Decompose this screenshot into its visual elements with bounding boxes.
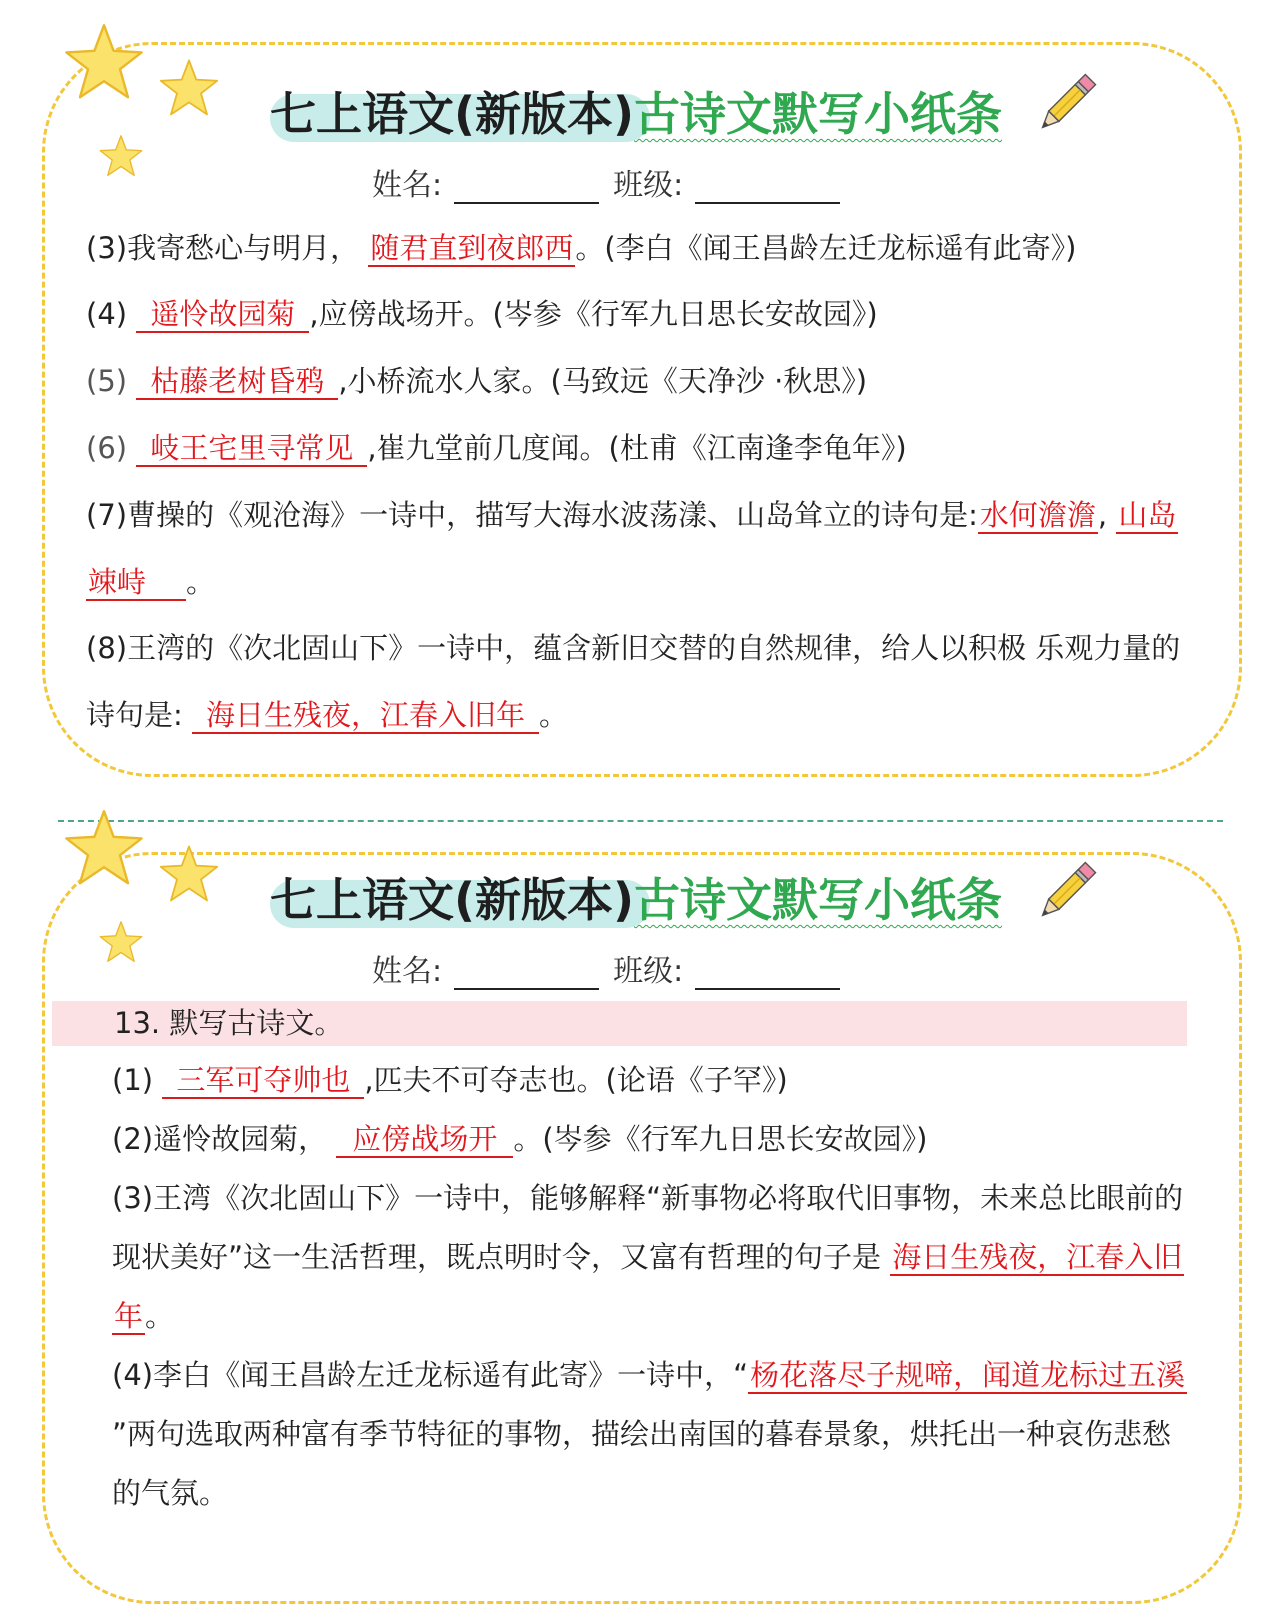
section-divider — [58, 820, 1223, 822]
question-line — [112, 1060, 788, 1100]
question-line — [86, 294, 878, 334]
question-line — [112, 1355, 1187, 1395]
question-text: , — [1097, 498, 1108, 532]
question-line — [86, 361, 867, 401]
question-text: ,应傍战场开。(岑参《行军九日思长安故园》) — [309, 297, 878, 331]
question-text: (8)王湾的《次北固山下》一诗中，蕴含新旧交替的自然规律，给人以积极 乐观力量的 — [86, 631, 1181, 665]
question-number: (6) — [86, 431, 128, 465]
question-line — [112, 1237, 1184, 1277]
name-label: 姓名: — [372, 168, 443, 203]
question-line — [86, 228, 1076, 268]
question-number: (5) — [86, 364, 128, 398]
question-text: 现状美好”这一生活哲理，既点明时令，又富有哲理的句子是 — [112, 1240, 882, 1274]
question-text: ”两句选取两种富有季节特征的事物，描绘出南国的暮春景象，烘托出一种哀伤悲愁 — [112, 1417, 1172, 1451]
answer-text: 山岛 — [1118, 498, 1177, 532]
class-label: 班级: — [613, 168, 684, 203]
name-class-row — [372, 160, 854, 203]
answer-text: 枯藤老树昏鸦 — [136, 364, 338, 400]
answer-text: 遥怜故园菊 — [136, 297, 309, 333]
name-class-row — [372, 946, 854, 989]
question-line — [112, 1473, 228, 1513]
star-icon — [98, 920, 144, 964]
page-title — [270, 864, 1070, 934]
answer-text: 年 — [114, 1299, 144, 1333]
answer-text: 三军可夺帅也 — [162, 1063, 364, 1099]
question-text: ,崔九堂前几度闻。(杜甫《江南逢李龟年》) — [367, 431, 907, 465]
title-grade: 七上语文(新版本) — [270, 873, 635, 927]
name-blank[interactable] — [454, 172, 599, 204]
class-blank[interactable] — [695, 172, 840, 204]
section-heading-bar — [52, 1001, 1187, 1046]
question-text: ,匹夫不可夺志也。(论语《子罕》) — [364, 1063, 788, 1097]
question-text: 。 — [145, 1299, 175, 1333]
answer-text: 海日生残夜，江春入旧年 — [192, 698, 539, 734]
name-blank[interactable] — [454, 958, 599, 990]
question-text: 。(岑参《行军九日思长安故园》) — [513, 1122, 928, 1156]
star-icon — [158, 58, 220, 118]
question-text: 诗句是: — [86, 698, 183, 732]
star-icon — [62, 22, 146, 102]
star-icon — [98, 134, 144, 178]
question-text: (2)遥怜故园菊， — [112, 1122, 328, 1156]
question-text: (7)曹操的《观沧海》一诗中，描写大海水波荡漾、山岛耸立的诗句是: — [86, 498, 978, 532]
title-topic: 古诗文默写小纸条 — [634, 87, 1003, 141]
question-line — [86, 628, 1180, 668]
question-text: ,小桥流水人家。(马致远《天净沙 ·秋思》) — [338, 364, 868, 398]
question-text: (3)王湾《次北固山下》一诗中，能够解释“新事物必将取代旧事物，未来总比眼前的 — [112, 1181, 1184, 1215]
answer-text: 应傍战场开 — [336, 1122, 513, 1158]
question-line — [112, 1178, 1183, 1218]
question-text: (4)李白《闻王昌龄左迁龙标遥有此寄》一诗中，“ — [112, 1358, 749, 1392]
question-number: (1) — [112, 1063, 154, 1097]
star-icon — [158, 844, 220, 904]
question-number: (4) — [86, 297, 128, 331]
answer-text: 随君直到夜郎西 — [370, 231, 574, 265]
section-heading: 13. 默写古诗文。 — [114, 1006, 344, 1040]
page-title — [270, 78, 1070, 148]
question-line — [112, 1296, 174, 1336]
question-line — [86, 562, 215, 602]
question-text: 的气氛。 — [112, 1476, 229, 1510]
answer-text: 岐王宅里寻常见 — [136, 431, 367, 467]
answer-text: 杨花落尽子规啼，闻道龙标过五溪 — [750, 1358, 1186, 1392]
question-line — [86, 428, 907, 468]
question-line — [86, 695, 568, 735]
name-label: 姓名: — [372, 954, 443, 989]
answer-text: 竦峙 — [86, 565, 186, 601]
class-blank[interactable] — [695, 958, 840, 990]
question-line — [112, 1414, 1171, 1454]
title-topic: 古诗文默写小纸条 — [634, 873, 1003, 927]
question-text: 。 — [186, 565, 216, 599]
question-text: (3)我寄愁心与明月， — [86, 231, 360, 265]
answer-text: 水何澹澹 — [979, 498, 1096, 532]
question-line — [86, 495, 1178, 535]
question-text: 。 — [539, 698, 569, 732]
star-icon — [62, 808, 146, 888]
question-text: 。(李白《闻王昌龄左迁龙标遥有此寄》) — [575, 231, 1077, 265]
answer-text: 海日生残夜，江春入旧 — [892, 1240, 1183, 1274]
class-label: 班级: — [613, 954, 684, 989]
title-grade: 七上语文(新版本) — [270, 87, 635, 141]
question-line — [112, 1119, 927, 1159]
